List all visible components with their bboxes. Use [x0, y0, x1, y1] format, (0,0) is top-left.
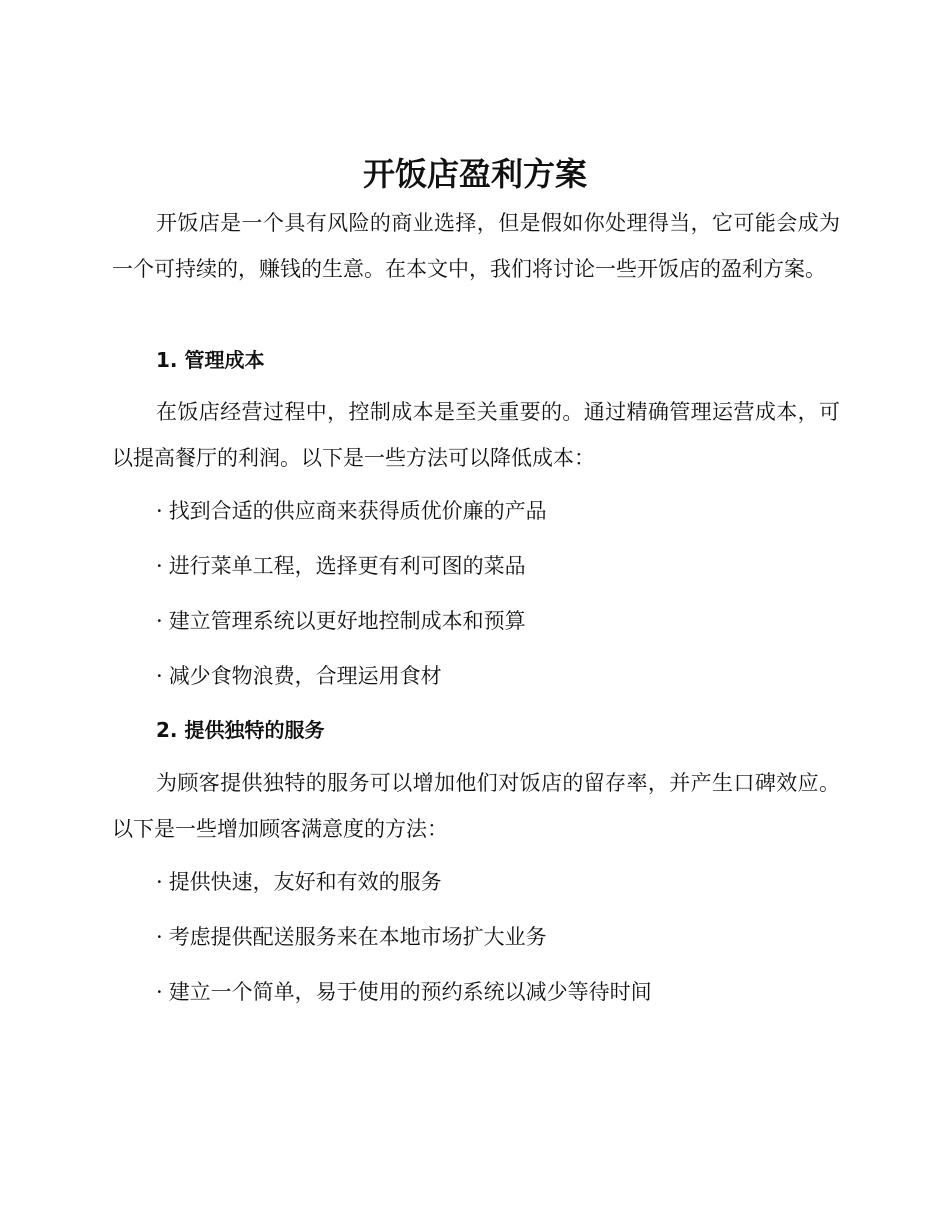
document-title: 开饭店盈利方案 — [362, 155, 587, 193]
section-heading-service: 2. 提供独特的服务 — [156, 718, 325, 742]
bullet-marker: · — [156, 664, 163, 688]
list-item — [156, 972, 884, 1012]
list-item — [156, 601, 884, 641]
list-item-text: 找到合适的供应商来获得质优价廉的产品 — [168, 499, 547, 523]
intro-paragraph: 开饭店是一个具有风险的商业选择，但是假如你处理得当，它可能会成为一个可持续的，赚钱的生意。在本文中，我们将讨论一些开饭店的盈利方案。 — [112, 211, 840, 281]
bullet-marker: · — [156, 554, 163, 578]
list-item-text: 减少食物浪费，合理运用食材 — [168, 664, 442, 688]
bullet-marker: · — [156, 499, 163, 523]
list-item-text: 建立管理系统以更好地控制成本和预算 — [168, 609, 526, 633]
list-item-text: 进行菜单工程，选择更有利可图的菜品 — [168, 554, 526, 578]
list-item — [156, 656, 884, 696]
section-paragraph-cost: 在饭店经营过程中，控制成本是至关重要的。通过精确管理运营成本，可以提高餐厅的利润。以下是一些方法可以降低成本： — [112, 400, 840, 470]
list-item — [156, 491, 884, 531]
list-item — [156, 917, 884, 957]
bullet-marker: · — [156, 609, 163, 633]
bullet-marker: · — [156, 870, 163, 894]
list-item — [156, 546, 884, 586]
bullet-marker: · — [156, 980, 163, 1004]
list-item — [156, 862, 884, 902]
bullet-marker: · — [156, 925, 163, 949]
list-item-text: 考虑提供配送服务来在本地市场扩大业务 — [168, 925, 547, 949]
section-heading-cost: 1. 管理成本 — [156, 348, 265, 372]
list-item-text: 建立一个简单，易于使用的预约系统以减少等待时间 — [168, 980, 652, 1004]
list-item-text: 提供快速，友好和有效的服务 — [168, 870, 442, 894]
section-paragraph-service: 为顾客提供独特的服务可以增加他们对饭店的留存率，并产生口碑效应。以下是一些增加顾客满意度的方法： — [112, 771, 840, 841]
